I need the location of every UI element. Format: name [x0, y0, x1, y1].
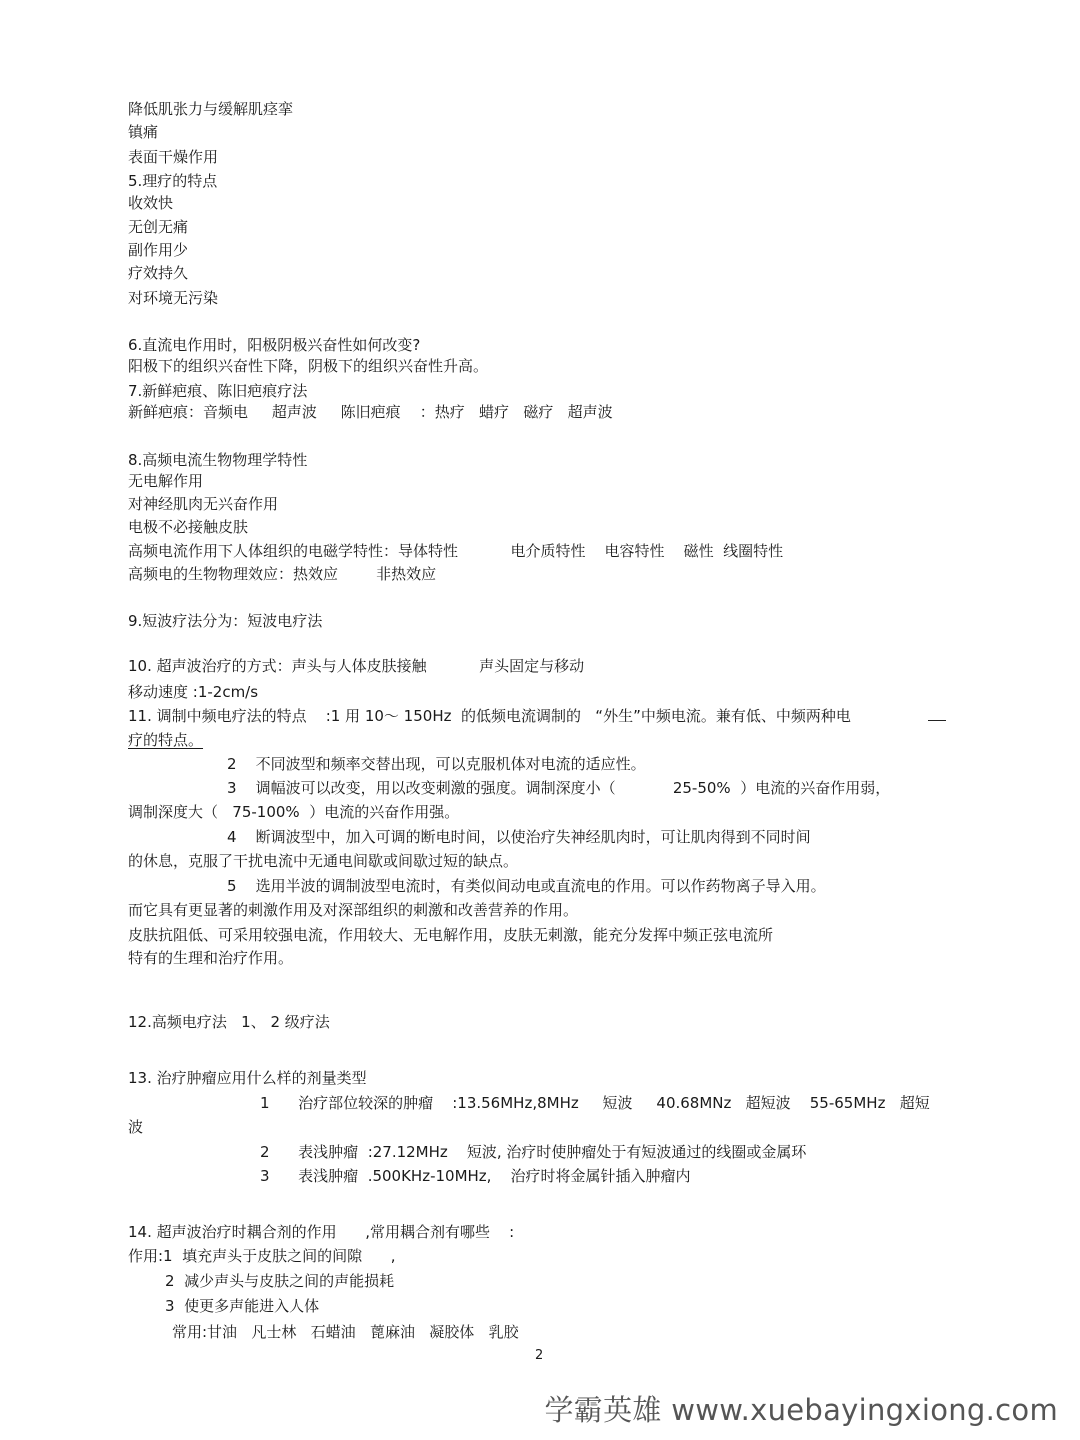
- text-line: 阳极下的组织兴奋性下降，阴极下的组织兴奋性升高。: [128, 357, 489, 375]
- text-line: 2 表浅肿瘤 :27.12MHz 短波, 治疗时使肿瘤处于有短波通过的线圈或金属环: [260, 1143, 807, 1161]
- text-line: 的休息，克服了干扰电流中无通电间歇或间歇过短的缺点。: [128, 852, 519, 870]
- watermark: 学霸英雄 www.xuebayingxiong.com: [544, 1393, 1058, 1427]
- text-line: 表面干燥作用: [128, 148, 219, 166]
- text-line: 镇痛: [128, 123, 159, 141]
- section-heading: 11. 调制中频电疗法的特点 :1 用 10～ 150Hz 的低频电流调制的 “外生”中频电流。兼有低、中频两种电: [128, 707, 851, 725]
- text-line: 作用:1 填充声头于皮肤之间的间隙 ,: [128, 1247, 396, 1265]
- text-line: 而它具有更显著的刺激作用及对深部组织的刺激和改善营养的作用。: [128, 901, 579, 919]
- text-line: 调制深度大（ 75-100% ）电流的兴奋作用强。: [128, 803, 460, 821]
- text-line: 新鲜疤痕：音频电 超声波 陈旧疤痕 ：热疗 蜡疗 磁疗 超声波: [128, 403, 613, 421]
- text-line: 特有的生理和治疗作用。: [128, 949, 294, 967]
- section-heading: 14. 超声波治疗时耦合剂的作用 ,常用耦合剂有哪些 :: [128, 1223, 515, 1241]
- section-heading: 8.高频电流生物物理学特性: [128, 451, 308, 469]
- section-heading: 5.理疗的特点: [128, 172, 218, 190]
- text-line: 3 调幅波可以改变，用以改变刺激的强度。调制深度小（ 25-50% ）电流的兴奋作用弱，: [227, 779, 891, 797]
- text-line: 高频电流作用下人体组织的电磁学特性：导体特性 电介质特性 电容特性 磁性 线圈特性: [128, 542, 784, 560]
- text-line: 2 减少声头与皮肤之间的声能损耗: [165, 1272, 395, 1290]
- text-line: 1 治疗部位较深的肿瘤 :13.56MHz,8MHz 短波 40.68MNz 超短波 55-65MHz 超短: [260, 1094, 930, 1112]
- text-line: 4 断调波型中，加入可调的断电时间，以使治疗失神经肌肉时，可让肌肉得到不同时间: [227, 828, 811, 846]
- text-line: 波: [128, 1118, 144, 1136]
- text-line: 降低肌张力与缓解肌痉挛: [128, 100, 294, 118]
- section-heading: 13. 治疗肿瘤应用什么样的剂量类型: [128, 1069, 367, 1087]
- text-line: 2 不同波型和频率交替出现，可以克服机体对电流的适应性。: [227, 755, 646, 773]
- text-line: 移动速度 :1-2cm/s: [128, 683, 259, 701]
- section-heading: 12.高频电疗法 1、 2 级疗法: [128, 1013, 330, 1031]
- text-line: 常用:甘油 凡士林 石蜡油 蓖麻油 凝胶体 乳胶: [172, 1323, 519, 1341]
- section-heading: 10. 超声波治疗的方式：声头与人体皮肤接触 声头固定与移动: [128, 657, 585, 675]
- section-heading: 7.新鲜疤痕、陈旧疤痕疗法: [128, 382, 308, 400]
- text-line: 皮肤抗阻低、可采用较强电流，作用较大、无电解作用，皮肤无刺激，能充分发挥中频正弦电流所: [128, 926, 774, 944]
- section-heading: 9.短波疗法分为：短波电疗法: [128, 612, 323, 630]
- text-line: 对环境无污染: [128, 289, 219, 307]
- text-line: 对神经肌肉无兴奋作用: [128, 495, 279, 513]
- page-number: 2: [535, 1348, 544, 1363]
- underline-mark: [928, 706, 946, 721]
- text-line: 3 使更多声能进入人体: [165, 1297, 320, 1315]
- text-line: 疗效持久: [128, 264, 189, 282]
- text-line: 副作用少: [128, 241, 189, 259]
- text-line: 高频电的生物物理效应：热效应 非热效应: [128, 565, 437, 583]
- text-line: 5 选用半波的调制波型电流时，有类似间动电或直流电的作用。可以作药物离子导入用。: [227, 877, 826, 895]
- text-line: 疗的特点。: [128, 731, 204, 749]
- text-line: 3 表浅肿瘤 .500KHz-10MHz, 治疗时将金属针插入肿瘤内: [260, 1167, 691, 1185]
- text-line: 电极不必接触皮肤: [128, 518, 249, 536]
- text-line: 无创无痛: [128, 218, 189, 236]
- text-line: 收效快: [128, 194, 174, 212]
- section-heading: 6.直流电作用时，阳极阴极兴奋性如何改变?: [128, 336, 421, 354]
- text-line: 无电解作用: [128, 472, 204, 490]
